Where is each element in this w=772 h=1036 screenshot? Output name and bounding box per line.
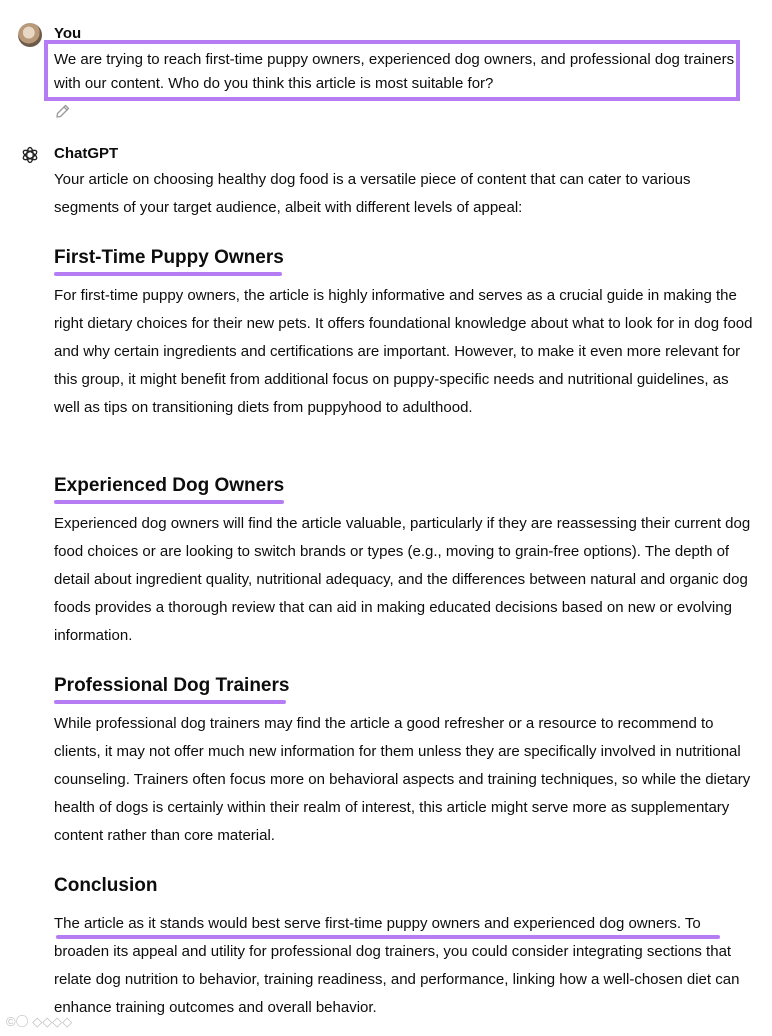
conclusion-highlight-underline [56, 935, 720, 939]
conclusion-heading: Conclusion [54, 875, 158, 896]
assistant-author-name: ChatGPT [54, 145, 119, 162]
user-message-text: We are trying to reach first-time puppy owners, experienced dog owners, and professional dog trainers with our content. Who do you think this article is most suitable for? [44, 40, 740, 101]
section-body-first-time: For first-time puppy owners, the article is highly informative and serves as a crucial guide in making the right dietary choices for their new pets. It offers foundational knowledge about what to look for in dog food and why certain ingredients and certifications are important. However, to make it even more relevant for this group, it might benefit from additional focus on puppy-specific needs and nutritional guidelines, as well as tips on transitioning diets from puppyhood to adulthood. [54, 287, 753, 416]
section-heading-experienced: Experienced Dog Owners [54, 475, 285, 496]
heading-highlight-underline [54, 272, 282, 276]
section-heading-first-time: First-Time Puppy Owners [54, 247, 284, 268]
heading-highlight-underline [54, 700, 286, 704]
user-author-name: You [54, 25, 82, 42]
conclusion-body: The article as it stands would best serve first-time puppy owners and experienced dog owners. To broaden its appeal and utility for professional dog trainers, you could consider integrating sections that relate dog nutrition to behavior, training readiness, and performance, linking how a well-chosen diet can enhance training outcomes and overall behavior. [54, 915, 740, 1016]
section-body-experienced: Experienced dog owners will find the article valuable, particularly if they are reassessing their current dog food choices or are looking to switch brands or types (e.g., moving to grain-free options). The depth of detail about ingredient quality, nutritional adequacy, and the differences between natural and organic dog foods provides a thorough review that can aid in making educated decisions based on new or evolving information. [54, 515, 751, 644]
heading-highlight-underline [54, 500, 284, 504]
user-avatar [18, 23, 42, 47]
chatgpt-logo-icon [20, 145, 40, 165]
edit-pencil-icon[interactable] [55, 103, 71, 119]
section-heading-trainers: Professional Dog Trainers [54, 675, 290, 696]
section-body-trainers: While professional dog trainers may find the article a good refresher or a resource to recommend to clients, it may not offer much new information for them unless they are specifically involved in nutritional counseling. Trainers often focus more on behavioral aspects and training techniques, so while the dietary health of dogs is certainly within their realm of interest, this article might serve more as supplementary content rather than core material. [54, 715, 751, 844]
watermark-logo: ©〇 ◇◇◇◇ [6, 1014, 73, 1029]
assistant-intro: Your article on choosing healthy dog food is a versatile piece of content that can cater to various segments of your target audience, albeit with different levels of appeal: [54, 171, 691, 216]
